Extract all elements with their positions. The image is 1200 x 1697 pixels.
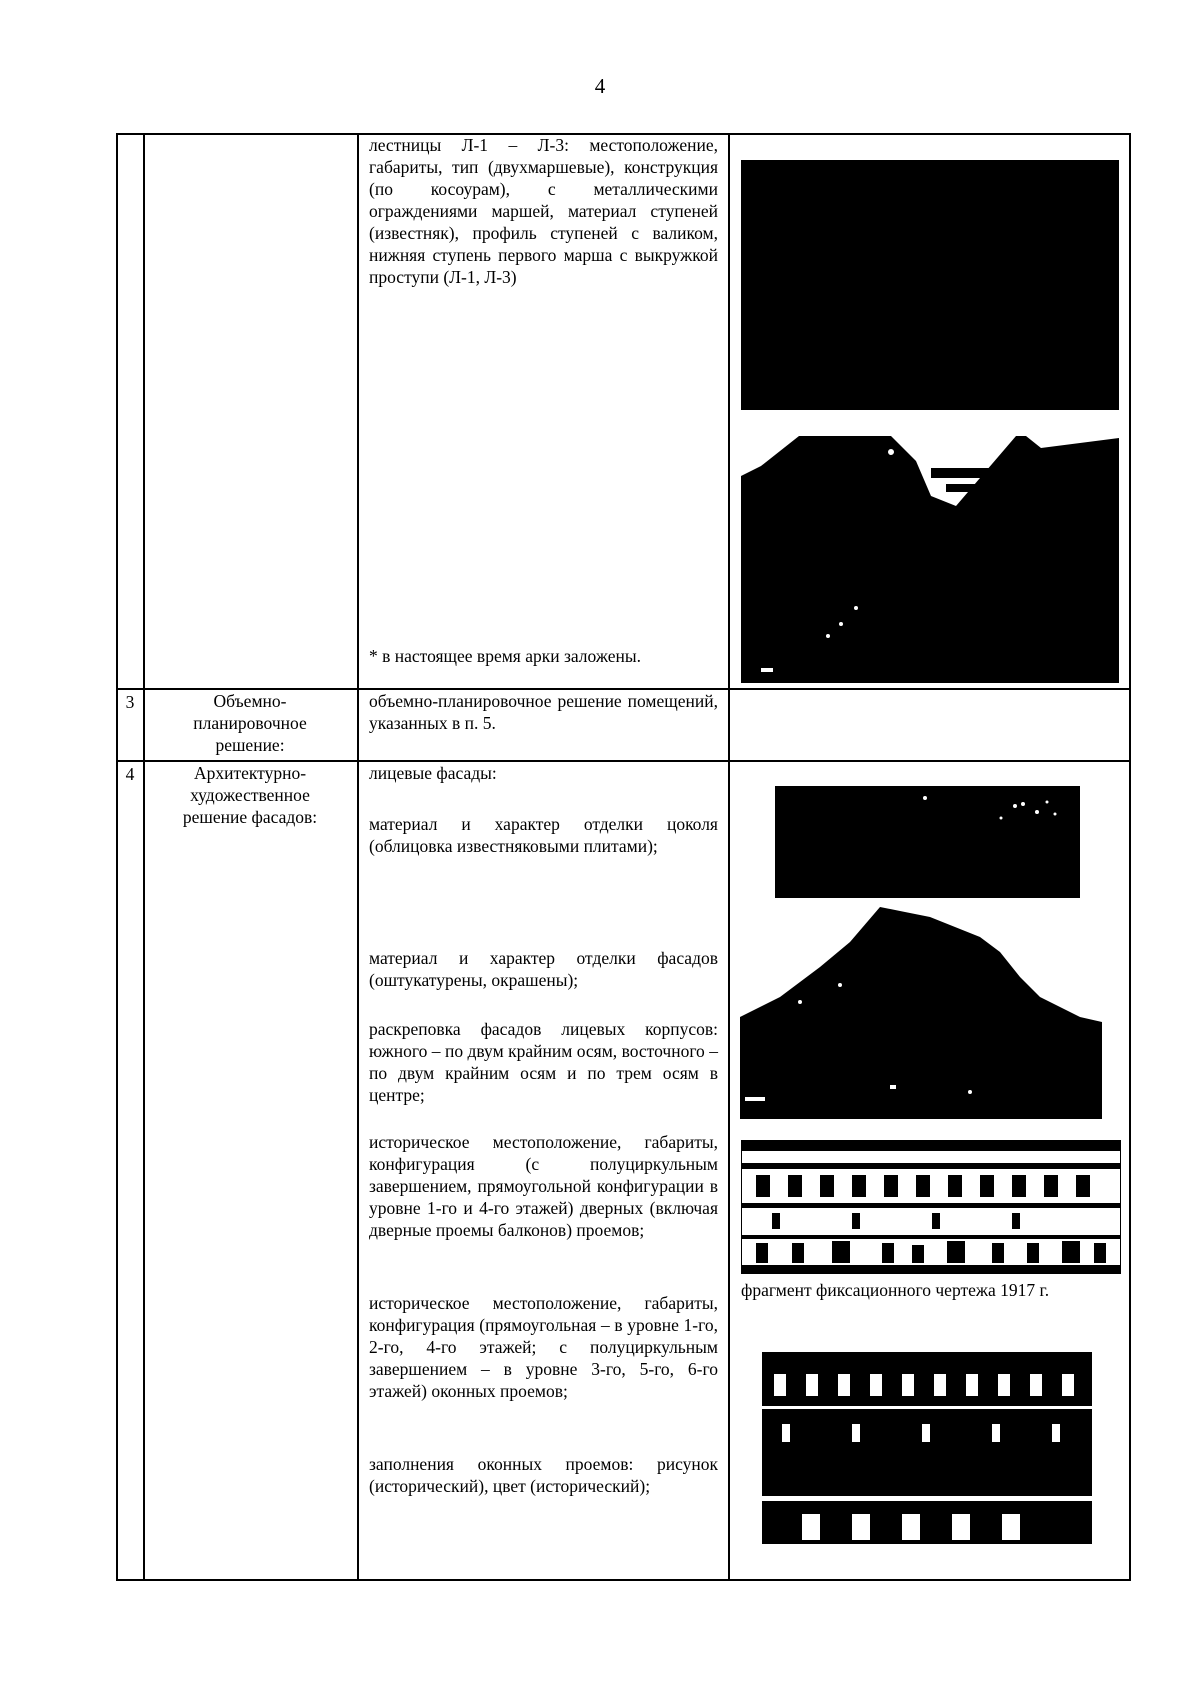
row-4-name: Архитектурно-художественное решение фасадов:: [182, 763, 318, 827]
table-border-left: [116, 133, 118, 1581]
stairs-photo-top: [741, 160, 1119, 410]
facade-item-projection: раскреповка фасадов лицевых корпусов: южного – по двум крайним осям, восточного – по двум крайним осям и по трем осям в центре;: [369, 1019, 718, 1105]
table-divider-name: [357, 133, 359, 1581]
drawing-caption: фрагмент фиксационного чертежа 1917 г.: [741, 1280, 1050, 1300]
facade-item-heading: лицевые фасады:: [369, 763, 497, 783]
facade-item-finish: материал и характер отделки фасадов (оштукатурены, окрашены);: [369, 948, 718, 990]
facade-item-windows: историческое местоположение, габариты, конфигурация (прямоугольная – в уровне 1-го, 2-го, 4-го этажей; с полуциркульным завершением – в уровне 3-го, 5-го, 6-го этажей) оконных проемов;: [369, 1293, 718, 1401]
table-border-bottom: [116, 1579, 1131, 1581]
facade-corner-photo: [740, 907, 1102, 1119]
arches-note: * в настоящее время арки заложены.: [369, 646, 641, 666]
facade-item-plinth: материал и характер отделки цоколя (облицовка известняковыми плитами);: [369, 814, 718, 856]
facade-item-doors: историческое местоположение, габариты, конфигурация (с полуциркульным завершением, прямоугольной конфигурации в уровне 1-го и 4-го этажей) дверных (включая дверные проемы балконов) проемов;: [369, 1132, 718, 1240]
stairs-description: лестницы Л-1 – Л-3: местоположение, габариты, тип (двухмаршевые), конструкция (по косоурам), с металлическими ограждениями маршей, материал ступеней (известняк), профиль ступеней с валиком, нижняя ступень первого марша с выкружкой проступи (Л-1, Л-3): [369, 135, 718, 287]
row-3-description: объемно-планировочное решение помещений, указанных в п. 5.: [369, 691, 718, 733]
row-4-number: 4: [125, 764, 135, 784]
stairs-photo-bottom: [741, 436, 1119, 683]
facade-drawing-1917: [741, 1140, 1121, 1274]
table-divider-num: [143, 133, 145, 1581]
facade-archive-photo: [762, 1346, 1092, 1544]
table-border-right: [1129, 133, 1131, 1581]
page-number: 4: [594, 74, 606, 98]
row-3-name: Объемно-планировочное решение:: [193, 691, 307, 755]
table-divider-desc: [728, 133, 730, 1581]
facade-item-window-fill: заполнения оконных проемов: рисунок (исторический), цвет (исторический);: [369, 1454, 718, 1496]
plinth-photo: [775, 786, 1080, 898]
row-3-number: 3: [125, 692, 135, 712]
